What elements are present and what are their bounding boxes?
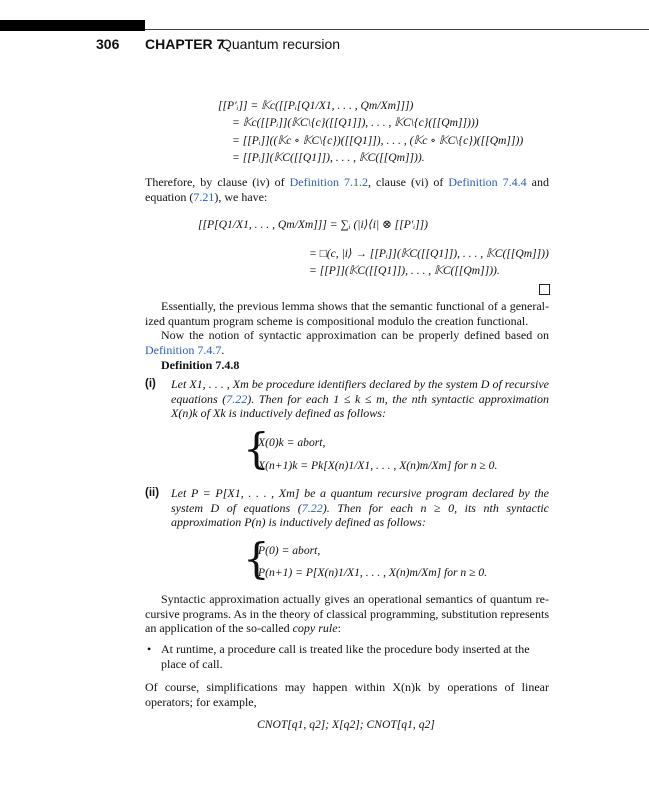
equation-line: = [[Pᵢ]](𝕂C([[Q1]]), . . . , 𝕂C([[Qm]])). (232, 151, 425, 164)
item-label: (i) (145, 378, 156, 390)
chapter-title: Quantum recursion (221, 36, 341, 52)
text-run: Let P = P[X1, . . . , Xm] be a quantum recursive program declared by the system D of equations ( (171, 486, 549, 515)
item-text (171, 486, 549, 530)
equation-link[interactable]: 7.22 (301, 500, 323, 515)
equation-line: P(0) = abort, (258, 544, 321, 557)
equation-line: P(n+1) = P[X(n)1/X1, . . . , X(n)m/Xm] for n ≥ 0. (258, 566, 488, 579)
definition-item-ii (145, 486, 549, 530)
paragraph-syntactic (145, 592, 549, 636)
chapter-label: CHAPTER 7 (145, 36, 225, 52)
paragraph-essentially: Essentially, the previous lemma shows that the semantic functional of a general-ized quantum program scheme is compositional modulo the creation functional. (145, 299, 549, 328)
text-run: , clause (vi) of (367, 175, 449, 189)
bullet-symbol: • (147, 642, 152, 656)
page-number: 306 (96, 36, 120, 52)
item-text (171, 377, 549, 421)
equation-link[interactable]: 7.22 (226, 391, 248, 406)
brace: { (243, 534, 270, 583)
running-header (0, 36, 649, 56)
equation-line: = □(c, |i⟩ → [[Pᵢ]](𝕂C([[Q1]]), . . . , 𝕂C([[Qm]])) (309, 247, 549, 260)
equation-link[interactable]: 7.21 (193, 189, 215, 204)
equation-line: X(n+1)k = Pk[X(n)1/X1, . . . , X(n)m/Xm] for n ≥ 0. (258, 459, 498, 472)
text-run: ). Then for each n ≥ 0, its nth syntactic approximation P(n) is inductively defined as follows: (171, 500, 550, 530)
text-run: ), we have: (214, 189, 268, 204)
bullet-item (145, 642, 549, 671)
equation-line: X(0)k = abort, (258, 436, 326, 449)
equation-line: = [[Pᵢ]]((𝕂c ∘ 𝕂C\{c})([[Q1]]), . . . , (𝕂c ∘ 𝕂C\{c})([[Qm]])) (232, 134, 524, 147)
definition-item-i (145, 377, 549, 421)
emphasis: copy rule (292, 621, 338, 636)
equation-line: [[P[Q1/X1, . . . , Qm/Xm]]] = ∑ᵢ (|i⟩⟨i| ⊗ [[P′ᵢ]]) (198, 218, 429, 231)
qed-square (539, 284, 550, 295)
final-equation: CNOT[q1, q2]; X[q2]; CNOT[q1, q2] (257, 718, 435, 731)
paragraph-therefore (145, 175, 549, 204)
text-run: Let X1, . . . , Xm be procedure identifiers declared by the system D of recursive equations ( (171, 377, 549, 406)
text-run: Now the notion of syntactic approximation can be properly defined based on (161, 328, 549, 342)
item-label: (ii) (145, 487, 160, 499)
header-bar (0, 20, 145, 31)
text-run: ). Then for each 1 ≤ k ≤ m, the nth syntactic approximation X(n)k of Xk is inductively defined as follows: (171, 391, 549, 421)
equation-line: [[P′ᵢ]] = 𝕂c([[Pᵢ[Q1/X1, . . . , Qm/Xm]]]) (218, 99, 414, 112)
text-run: Syntactic approximation actually gives an operational semantics of quantum re-cursive programs. As in the theory of classical programming, substitution represents an application of the so-called (145, 592, 549, 636)
bullet-text: At runtime, a procedure call is treated like the procedure body inserted at the place of call. (161, 642, 530, 671)
definition-link[interactable]: Definition 7.1.2 (289, 175, 368, 189)
definition-link[interactable]: Definition 7.4.7 (145, 342, 222, 357)
paragraph-now (145, 328, 549, 357)
equation-line: = 𝕂c([[Pᵢ]](𝕂C\{c}([[Q1]]), . . . , 𝕂C\{c}([[Qm]]))) (232, 116, 479, 129)
definition-link[interactable]: Definition 7.4.4 (448, 175, 527, 189)
text-run: : (337, 621, 341, 636)
header-rule (145, 29, 649, 30)
text-run: Therefore, by clause (iv) of (145, 175, 290, 189)
text-run: . (221, 342, 225, 357)
definition-title: Definition 7.4.8 (161, 358, 240, 372)
text-run: and equation ( (145, 175, 550, 204)
brace: { (243, 424, 270, 473)
equation-line: = [[P]](𝕂C([[Q1]]), . . . , 𝕂C([[Qm]])). (309, 264, 500, 277)
paragraph-ofcourse: Of course, simplifications may happen within X(n)k by operations of linear operators; for example, (145, 680, 549, 709)
